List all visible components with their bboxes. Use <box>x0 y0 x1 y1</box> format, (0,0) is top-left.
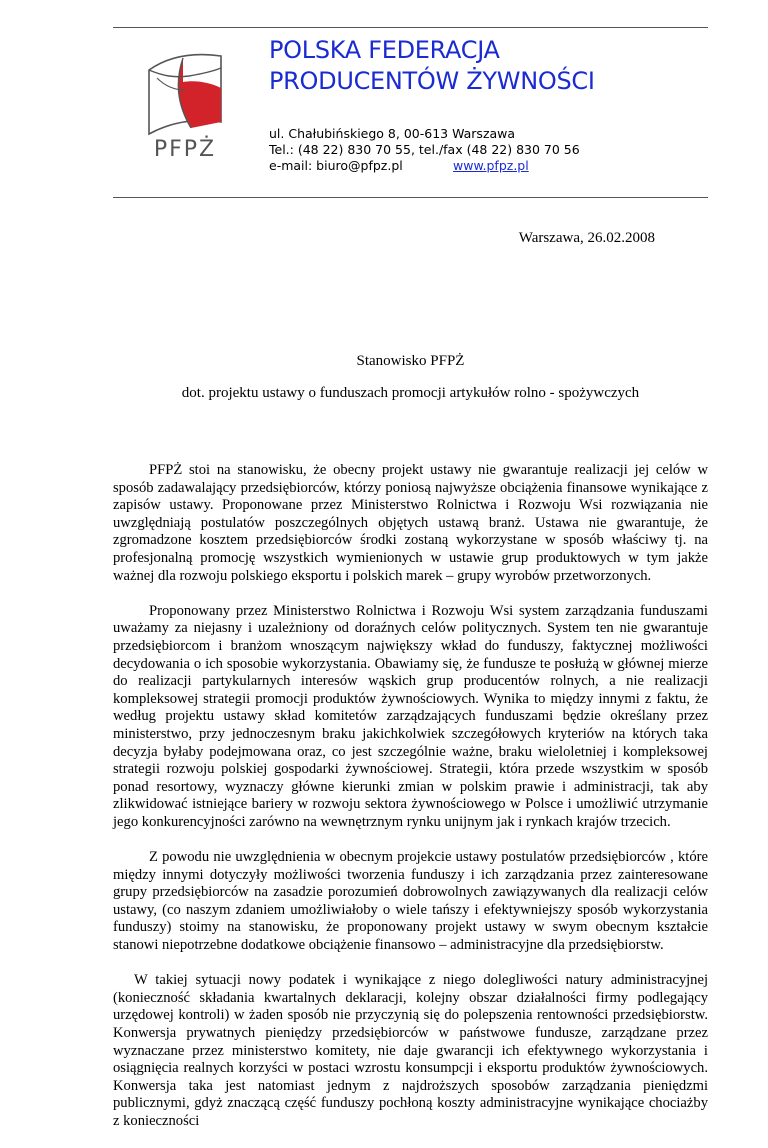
org-name-line2: PRODUCENTÓW ŻYWNOŚCI <box>269 67 595 95</box>
organization-name <box>269 35 595 97</box>
paragraph-2: Proponowany przez Ministerstwo Rolnictwa i Rozwoju Wsi system zarządzania funduszami uważamy za niejasny i uzależniony od doraźnych celów politycznych. System ten nie gwarantuje przedsiębiorcom i branżom wnoszącym największy wkład do funduszy, faktycznej możliwości decydowania o ich sposobie wykorzystania. Obawiamy się, że fundusze te posłużą w głównej mierze do realizacji partykularnych interesów wąskich grup producentów rolnych, a nie realizacji kompleksowej strategii promocji produktów żywnościowych. Wynika to między innymi z faktu, że według projektu ustawy skład komitetów zarządzających funduszami będzie określany przez ministerstwo, przy jednoczesnym braku jakichkolwiek szczegółowych kryteriów na których taka decyzja byłaby podejmowana oraz, co jest szczególnie ważne, braku wieloletniej i kompleksowej strategii rozwoju polskiej gospodarki żywnościowej. Strategii, która przede wszystkim w sposób ponad resortowy, wyznaczy główne kierunki zmian w polskim prawie i administracji, tak aby zlikwidować istniejące bariery w rozwoju sektora żywnościowego w Polsce i umożliwić utrzymanie jego konkurencyjności zarówno na wewnętrznym rynku unijnym jak i rynkach krajów trzecich. <box>113 602 708 830</box>
paragraph-1: PFPŻ stoi na stanowisku, że obecny projekt ustawy nie gwarantuje realizacji jej celów w sposób zadawalający przedsiębiorców, którzy poniosą najwyższe obciążenia finansowe wynikające z zapisów ustawy. Proponowane przez Ministerstwo Rolnictwa i Rozwoju Wsi rozwiązania nie uwzględniają postulatów poszczególnych objętych ustawą branż. Ustawa nie gwarantuje, że zgromadzone kosztem przedsiębiorców środki zostaną wykorzystane w sposób właściwy tj. na profesjonalną promocję wszystkich wymienionych w ustawie grup produktowych w tym jakże ważnej dla rozwoju polskiego eksportu i polskich marek – grupy wyrobów przetworzonych. <box>113 462 708 584</box>
pfpz-logo <box>135 42 235 162</box>
contact-info <box>269 126 580 174</box>
address: ul. Chałubińskiego 8, 00-613 Warszawa <box>269 126 516 141</box>
paragraph-3: Z powodu nie uwzględnienia w obecnym projekcie ustawy postulatów przedsiębiorców , które między innymi dotyczyły możliwości tworzenia funduszy i ich zarządzania przez zainteresowane grupy przedsiębiorców na zasadzie porozumień dobrowolnych zawiązywanych dla realizacji celów ustawy, (co naszym zdaniem umożliwiałoby o wiele tańszy i efektywniejszy sposób wykorzystania funduszy) stoimy na stanowisku, że proponowany projekt ustawy w swym obecnym kształcie stanowi niepotrzebne dodatkowe obciążenie finansowo – administracyjne dla przedsiębiorstw. <box>113 849 708 954</box>
logo-text: PFPŻ <box>153 137 217 162</box>
email: e-mail: biuro@pfpz.pl <box>269 158 403 173</box>
header-top-rule <box>113 27 708 28</box>
document-subject: dot. projektu ustawy o funduszach promocji artykułów rolno - spożywczych <box>181 385 640 401</box>
phone: Tel.: (48 22) 830 70 55, tel./fax (48 22) 830 70 56 <box>269 142 580 157</box>
org-name-line1: POLSKA FEDERACJA <box>269 36 500 64</box>
paragraph-4: W takiej sytuacji nowy podatek i wynikające z niego dolegliwości natury administracyjnej (konieczność składania kwartalnych deklaracji, kolejny obszar działalności firmy podlegający urzędowej kontroli) w żaden sposób nie przyczynią się do polepszenia rentowności przedsiębiorstw. Konwersja prywatnych pieniędzy przedsiębiorców w państwowe fundusze, zarządzane przez wyznaczane przez ministerstwo komitety, nie daje gwarancji ich efektywnego wykorzystania i osiągnięcia realnych korzyści w postaci wzrostu konsumpcji i eksportu produktów żywnościowych. Konwersja taka jest natomiast jednym z najdroższych sposobów zarządzania pieniędzmi publicznymi, gdyż znaczącą część funduszy pochłoną koszty administracyjne wynikające chociażby z konieczności <box>113 972 708 1129</box>
document-date: Warszawa, 26.02.2008 <box>518 230 655 246</box>
document-title: Stanowisko PFPŻ <box>356 353 465 369</box>
document-body <box>113 462 708 1148</box>
header-bottom-rule <box>113 197 708 198</box>
website-link[interactable]: www.pfpz.pl <box>453 158 529 173</box>
